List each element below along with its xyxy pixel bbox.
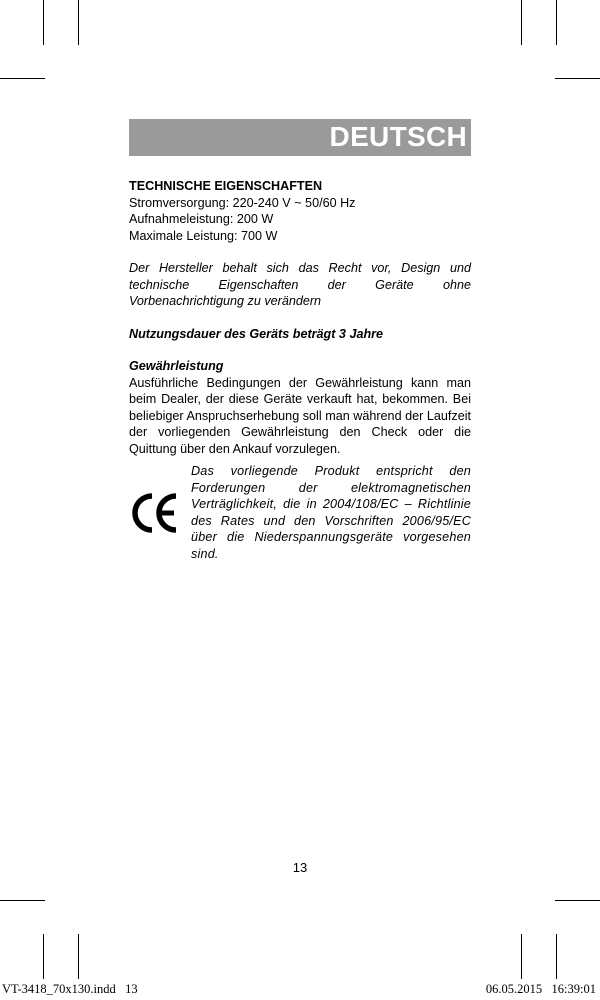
crop-mark bbox=[78, 934, 79, 979]
compliance-text: Das vorliegende Produkt entspricht den Forderungen der elektromagnetischen Verträglichkeit, die in 2004/108/EC – Richtlinie des Rates und den Vorschriften 2006/95/EC über die Niederspannungsgeräte vorgesehen sind. bbox=[191, 464, 471, 561]
service-life: Nutzungsdauer des Geräts beträgt 3 Jahre bbox=[129, 326, 384, 341]
spec-line-max-power: Maximale Leistung: 700 W bbox=[129, 228, 278, 243]
crop-mark bbox=[521, 0, 522, 45]
specs-heading: TECHNISCHE EIGENSCHAFTEN bbox=[129, 179, 323, 193]
crop-mark bbox=[0, 78, 45, 79]
crop-mark bbox=[555, 78, 600, 79]
spec-line-power-supply: Stromversorgung: 220-240 V ~ 50/60 Hz bbox=[129, 195, 356, 210]
crop-mark bbox=[0, 900, 45, 901]
page-number: 13 bbox=[292, 860, 308, 875]
crop-mark bbox=[556, 934, 557, 979]
language-label: DEUTSCH bbox=[329, 121, 467, 152]
print-slug-file: VT-3418_70x130.indd 13 bbox=[2, 982, 138, 996]
warranty-body: Ausführliche Bedingungen der Gewährleistung kann man beim Dealer, der diese Geräte verkauft hat, bekommen. Bei beliebiger Anspruchserhebung soll man während der Laufzeit der vorliegenden Gewährleistung den Check oder die Quittung über den Ankauf vorzulegen. bbox=[129, 375, 471, 456]
crop-mark bbox=[43, 934, 44, 979]
spec-line-input-power: Aufnahmeleistung: 200 W bbox=[129, 212, 274, 226]
crop-mark bbox=[43, 0, 44, 45]
manufacturer-notice: Der Hersteller behalt sich das Recht vor, Design und technische Eigenschaften der Geräte ohne Vorbenachrichtigung zu verändern bbox=[129, 261, 471, 308]
document-body bbox=[129, 178, 471, 457]
ce-mark-icon bbox=[131, 491, 181, 535]
crop-mark bbox=[555, 900, 600, 901]
crop-mark bbox=[78, 0, 79, 45]
language-banner bbox=[129, 119, 471, 156]
print-slug-datetime: 06.05.2015 16:39:01 bbox=[485, 982, 596, 996]
ce-compliance-block bbox=[129, 463, 471, 563]
crop-mark bbox=[521, 934, 522, 979]
crop-mark bbox=[556, 0, 557, 45]
warranty-heading: Gewährleistung bbox=[129, 359, 224, 373]
